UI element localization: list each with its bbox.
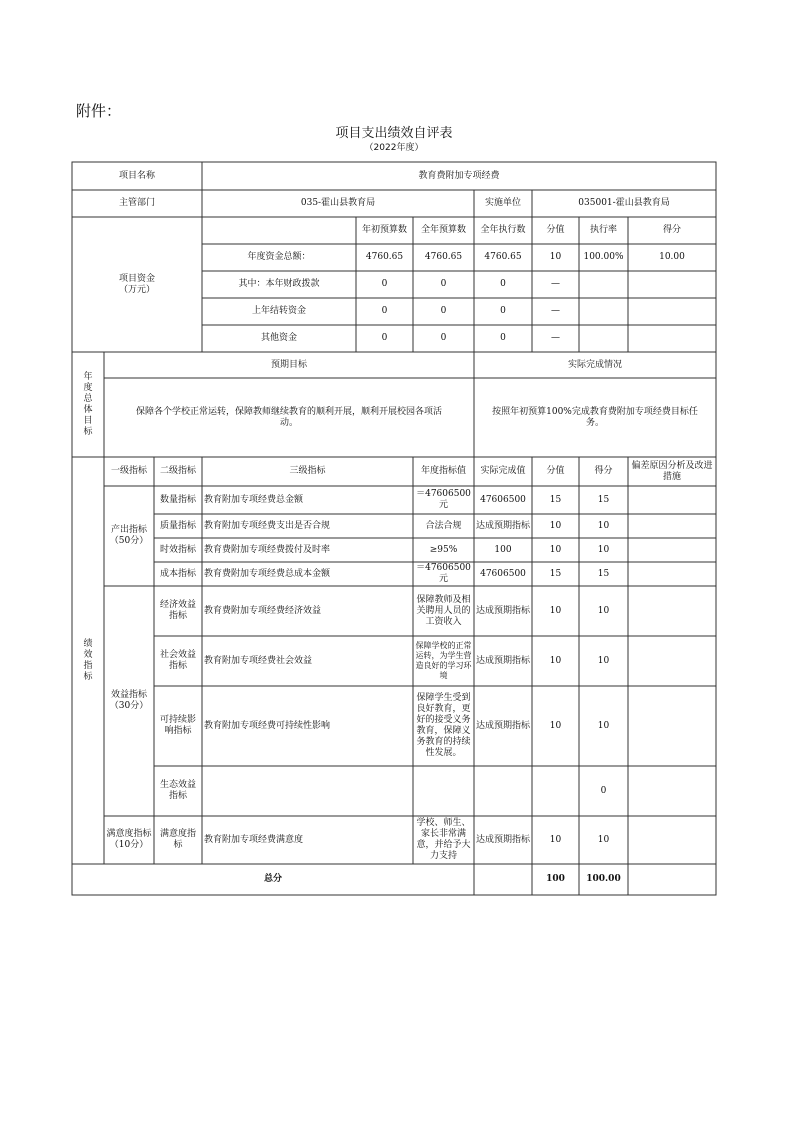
level2-indicator: 时效指标 [159, 544, 196, 555]
funds-cell: 10 [549, 252, 562, 262]
total-score: 100 [546, 874, 565, 884]
target-value: ≥95% [429, 544, 458, 555]
actual-value: 47606500 [480, 568, 526, 579]
target-value: 学校、师生、家长非常满意，并给予大力支持 [416, 818, 471, 861]
got-value: 0 [600, 785, 607, 796]
actual-value: 达成预期指标 [476, 605, 531, 616]
level2-indicator: 数量指标 [159, 494, 196, 505]
score-value: 10 [549, 544, 562, 555]
level2-indicator: 生态效益指标 [159, 780, 196, 801]
got-value: 10 [597, 655, 610, 666]
got-value: 10 [597, 834, 610, 845]
funds-col-header: 全年执行数 [480, 225, 526, 235]
actual-goal-text: 按照年初预算100%完成教育费附加专项经费目标任务。 [492, 406, 698, 428]
project-name-value: 教育费附加专项经费 [418, 170, 500, 181]
target-value: ＝47606500元 [416, 489, 471, 510]
funds-col-header: 得分 [662, 225, 681, 235]
unit-label: 实施单位 [484, 198, 521, 208]
funds-cell: — [551, 306, 560, 316]
level1-indicator: 满意度指标（10分） [106, 829, 152, 850]
funds-cell: — [551, 333, 560, 343]
level3-indicator: 教育附加专项经费满意度 [204, 834, 304, 845]
level2-indicator: 成本指标 [159, 568, 196, 579]
actual-value: 达成预期指标 [476, 520, 531, 531]
expected-goal-header: 预期目标 [270, 359, 307, 370]
funds-cell: 0 [500, 306, 506, 316]
level1-indicator: 产出指标 （50分） [109, 525, 149, 546]
total-label: 总分 [263, 874, 282, 884]
funds-cell: 0 [440, 333, 447, 343]
expected-goal-text: 保障各个学校正常运转，保障教师继续教育的顺利开展，顺利开展校园各项活动。 [135, 406, 442, 428]
score-value: 15 [549, 494, 562, 505]
level3-indicator: 教育费附加专项经费经济效益 [204, 605, 322, 616]
level3-indicator: 教育附加专项经费支出是否合规 [204, 520, 331, 531]
funds-cell: 4760.65 [484, 252, 522, 262]
got-value: 10 [597, 720, 610, 731]
funds-cell: — [551, 279, 560, 289]
project-name-label: 项目名称 [118, 170, 155, 181]
funds-label: 项目资金 （万元） [118, 273, 155, 295]
got-value: 10 [597, 520, 610, 531]
funds-cell: 0 [440, 279, 447, 289]
got-value: 10 [597, 605, 610, 616]
attachment-label: 附件： [76, 102, 122, 120]
actual-value: 47606500 [480, 494, 526, 505]
funds-cell: 0 [500, 333, 506, 343]
perf-col-header: 实际完成值 [480, 466, 526, 476]
score-value: 10 [549, 605, 562, 616]
target-value: 保障学生受到良好教育，更好的接受义务教育，保障义务教育的持续性发展。 [416, 693, 471, 758]
total-got: 100.00 [586, 874, 621, 884]
funds-cell: 4760.65 [424, 252, 463, 262]
perf-col-header: 得分 [594, 466, 613, 476]
target-value: 合法合规 [425, 520, 462, 531]
level1-indicator: 效益指标 （30分） [109, 690, 149, 711]
perf-label: 绩效指标 [83, 638, 93, 682]
level3-indicator: 教育附加专项经费总金额 [204, 494, 304, 505]
level3-indicator: 教育附加专项经费可持续性影响 [204, 720, 331, 731]
level3-indicator: 教育费附加专项经费拨付及时率 [204, 544, 331, 555]
target-value: 保障教师及相关聘用人员的工资收入 [416, 594, 471, 627]
got-value: 15 [597, 568, 610, 579]
funds-cell: 0 [381, 306, 388, 316]
perf-col-header: 二级指标 [159, 466, 196, 476]
funds-cell: 0 [500, 279, 506, 289]
level3-indicator: 教育费附加专项经费总成本金额 [204, 568, 331, 579]
funds-col-header: 全年预算数 [420, 225, 466, 235]
funds-row-label: 年度资金总额： [247, 252, 311, 262]
actual-value: 达成预期指标 [476, 655, 531, 666]
page-subtitle-year: （2022年度） [364, 143, 424, 153]
funds-col-header: 分值 [546, 225, 565, 235]
level3-indicator: 教育附加专项经费社会效益 [204, 655, 313, 666]
got-value: 15 [597, 494, 610, 505]
funds-cell: 10.00 [659, 252, 685, 262]
actual-goal-header: 实际完成情况 [567, 359, 622, 370]
page-title: 项目支出绩效自评表 [335, 126, 453, 141]
dept-label: 主管部门 [118, 198, 155, 208]
funds-cell: 0 [381, 333, 388, 343]
funds-col-header: 执行率 [589, 225, 617, 235]
actual-value: 100 [494, 544, 512, 555]
actual-value: 达成预期指标 [476, 834, 531, 845]
funds-row-label: 上年结转资金 [251, 306, 306, 316]
level2-indicator: 社会效益指标 [159, 650, 196, 671]
goals-label: 年度总体目标 [83, 371, 93, 437]
funds-row-label: 其中：本年财政拨款 [238, 279, 320, 289]
funds-cell: 0 [381, 279, 388, 289]
score-value: 10 [549, 520, 562, 531]
perf-col-header: 一级指标 [110, 466, 147, 476]
target-value: 保障学校的正常运转，为学生营造良好的学习环境 [415, 641, 472, 680]
score-value: 10 [549, 655, 562, 666]
perf-col-header: 分值 [546, 466, 565, 476]
actual-value: 达成预期指标 [476, 720, 531, 731]
perf-col-header: 三级指标 [289, 466, 326, 476]
score-value: 10 [549, 834, 562, 845]
funds-row-label: 其他资金 [260, 333, 297, 343]
level2-indicator: 经济效益指标 [159, 600, 196, 621]
level2-indicator: 质量指标 [159, 520, 196, 531]
level2-indicator: 满意度指标 [159, 829, 196, 850]
dept-value: 035-霍山县教育局 [300, 198, 376, 208]
funds-cell: 0 [440, 306, 447, 316]
level2-indicator: 可持续影响指标 [159, 715, 196, 736]
got-value: 10 [597, 544, 610, 555]
score-value: 15 [549, 568, 562, 579]
perf-col-header: 偏差原因分析及改进措施 [631, 460, 713, 482]
unit-value: 035001-霍山县教育局 [578, 198, 670, 208]
funds-cell: 4760.65 [365, 252, 404, 262]
funds-col-header: 年初预算数 [361, 225, 407, 235]
perf-col-header: 年度指标值 [420, 466, 466, 476]
score-value: 10 [549, 720, 562, 731]
target-value: ＝47606500元 [416, 563, 471, 584]
funds-cell: 100.00% [583, 252, 624, 262]
